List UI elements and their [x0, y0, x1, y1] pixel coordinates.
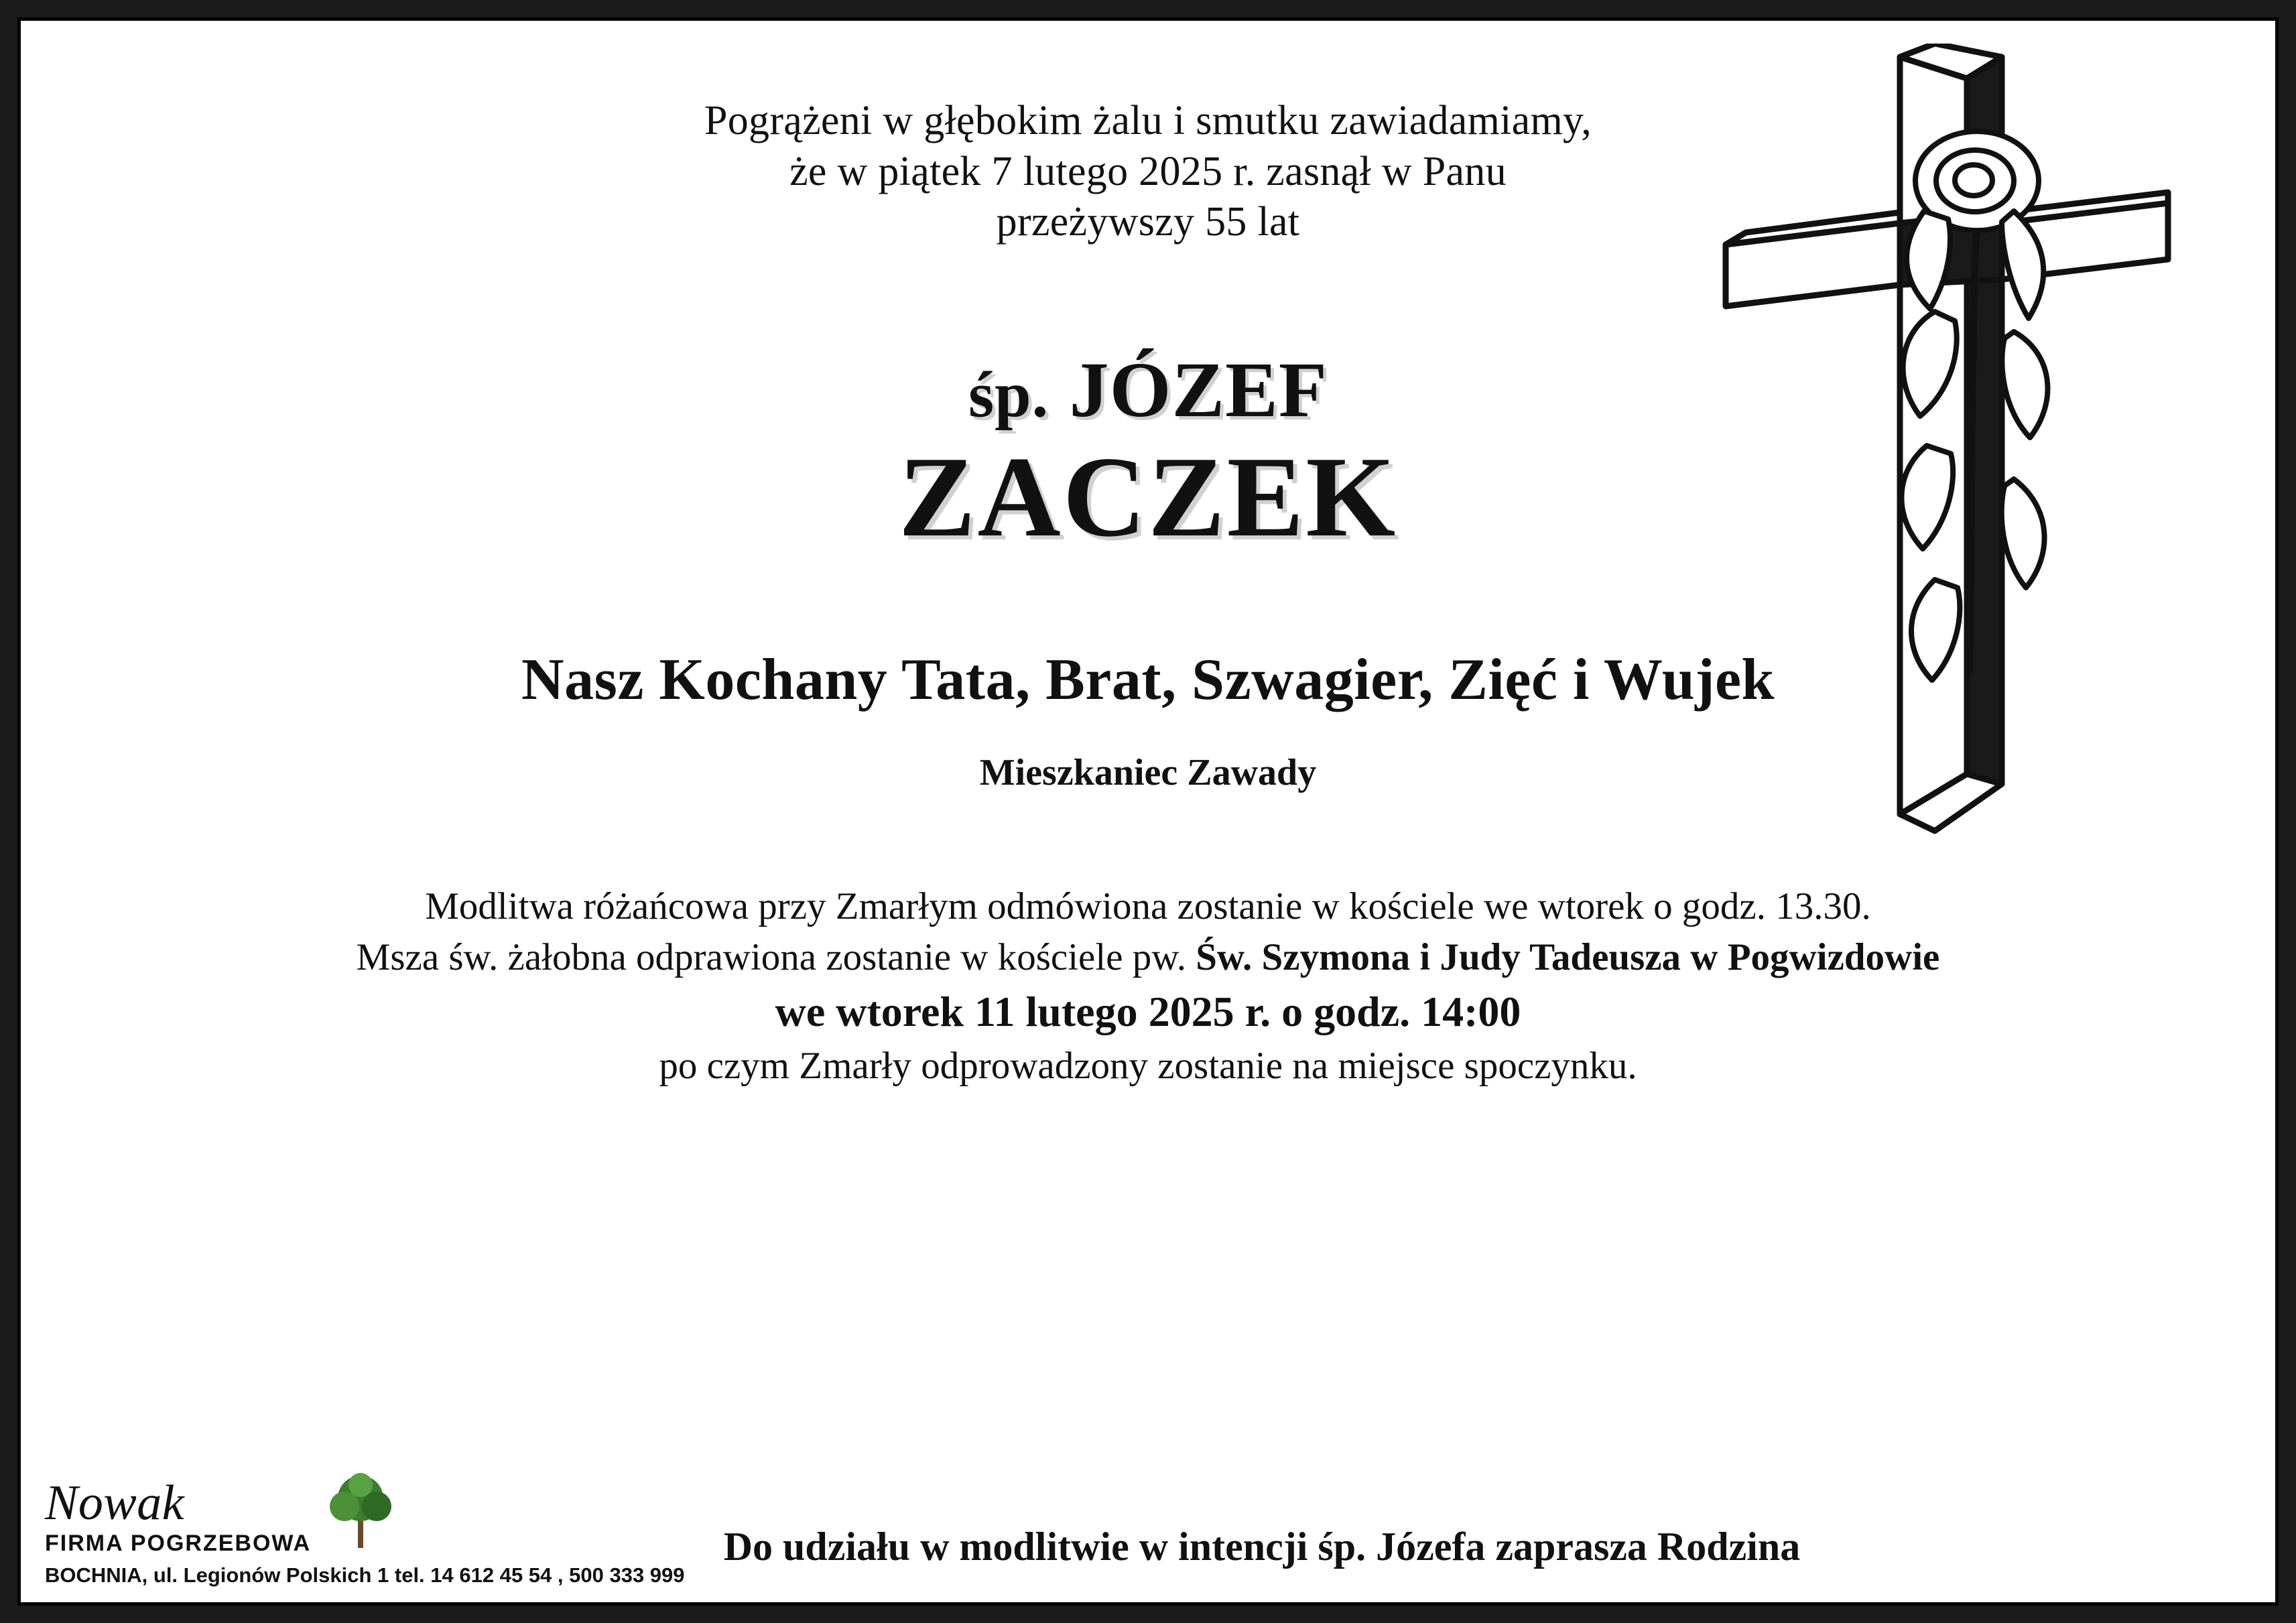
relations-text: Nasz Kochany Tata, Brat, Szwagier, Zięć i Wujek	[521, 647, 1775, 712]
ceremony-line-mass	[21, 932, 2275, 983]
ceremony-church-name: Św. Szymona i Judy Tadeusza w Pogwizdowie	[1196, 935, 1940, 978]
ceremony-mass-plain: Msza św. żałobna odprawiona zostanie w kościele pw.	[356, 935, 1196, 978]
deceased-last-name: ZACZEK	[898, 433, 1398, 561]
intro-line-3: przeżywszy 55 lat	[996, 199, 1300, 245]
name-prefix: śp.	[968, 358, 1049, 431]
notice-inner-frame	[17, 17, 2279, 1606]
funeral-home-logo	[45, 1469, 735, 1587]
residence-text: Mieszkaniec Zawady	[979, 751, 1317, 793]
ceremony-details	[21, 881, 2275, 1092]
intro-line-2: że w piątek 7 lutego 2025 r. zasnął w Panu	[789, 148, 1507, 194]
ceremony-line-rosary: Modlitwa różańcowa przy Zmarłym odmówiona zostanie w kościele we wtorek o godz. 13.30.	[425, 885, 1871, 927]
logo-address: BOCHNIA, ul. Legionów Polskich 1 tel. 14 612 45 54 , 500 333 999	[45, 1563, 685, 1587]
tree-icon	[320, 1469, 401, 1553]
cross-with-rose-icon	[1699, 44, 2195, 841]
ceremony-line-datetime: we wtorek 11 lutego 2025 r. o godz. 14:00	[775, 988, 1521, 1036]
deceased-first-name: JÓZEF	[1069, 345, 1328, 434]
logo-company-subtitle: FIRMA POGRZEBOWA	[45, 1531, 312, 1556]
logo-company-name: Nowak	[45, 1475, 185, 1531]
invitation-text: Do udziału w modlitwie w intencji śp. Józefa zaprasza Rodzina	[723, 1524, 1801, 1569]
logo-row	[45, 1469, 735, 1557]
ceremony-line-burial: po czym Zmarły odprowadzony zostanie na miejsce spoczynku.	[659, 1045, 1637, 1088]
intro-line-1: Pogrążeni w głębokim żalu i smutku zawiadamiamy,	[704, 98, 1592, 143]
logo-text-block	[45, 1475, 312, 1557]
